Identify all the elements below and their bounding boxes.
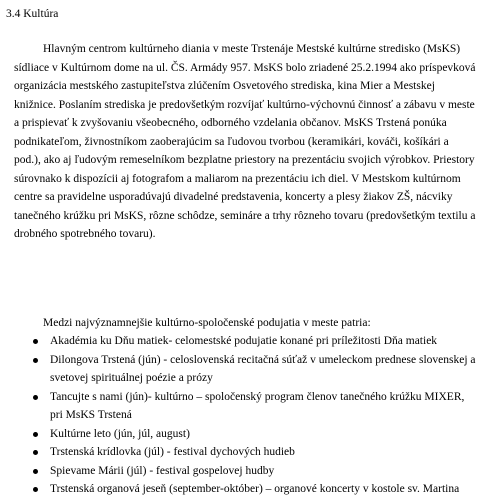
culture-paragraph	[14, 40, 476, 244]
list-item	[0, 480, 476, 499]
list-item-text: Spievame Márii (júl) - festival gospelovej hudby	[50, 464, 275, 477]
list-item	[0, 443, 476, 462]
list-item	[0, 425, 476, 444]
bullet-icon	[33, 339, 38, 344]
events-intro-paragraph	[14, 314, 476, 333]
culture-paragraph-text: Hlavným centrom kultúrneho diania v meste Trstenáje Mestské kultúrne stredisko (MsKS) sídliace v Kultúrnom dome na ul. ČS. Armády 957. MsKS bolo zriadené 25.2.1994 ako príspevková organizácia mestského zastupiteľstva zlúčením Osvetového strediska, kina Mier a Mestskej knižnice. Poslaním strediska je predovšetkým rozvíjať kultúrno-výchovnú činnosť a zábavu v meste a prispievať k zvyšovaniu všeobecného, odborného vzdelania občanov. MsKS Trstená ponúka podnikateľom, živnostníkom zaoberajúcim sa ľudovou tvorbou (keramikári, kováči, košíkári a pod.), ako aj ľudovým remeselníkom bezplatne priestory na prezentáciu svojich výrobkov. Priestory súrovnako k dispozícii aj fotografom a maliarom na prezentáciu ich diel. V Mestskom kultúrnom centre sa pravidelne usporadúvajú divadelné predstavenia, koncerty a plesy žiakov ZŠ, nácviky tanečného krúžku pri MsKS, rôzne schôdze, semináre a trhy rôzneho tovaru (predovšetkým textilu a drobného spotrebného tovaru).	[14, 43, 476, 240]
list-item-text: Dilongova Trstená (jún) - celoslovenská recitačná súťaž v umeleckom prednese slovenskej a svetovej spirituálnej poézie a prózy	[50, 353, 476, 384]
list-item-text: Akadémia ku Dňu matiek- celomestské podujatie konané pri príležitosti Dňa matiek	[50, 335, 438, 347]
bullet-icon	[33, 358, 38, 363]
list-item	[0, 351, 476, 388]
events-intro-text: Medzi najvýznamnejšie kultúrno-spoločenské podujatia v meste patria:	[43, 317, 371, 329]
section-heading: 3.4 Kultúra	[6, 8, 59, 20]
list-item-text: Kultúrne leto (jún, júl, august)	[50, 427, 190, 440]
bullet-icon	[33, 450, 38, 455]
bullet-icon	[33, 395, 38, 400]
bullet-icon	[33, 432, 38, 437]
list-item	[0, 462, 476, 481]
events-list	[0, 332, 480, 499]
list-item-text: Trstenská organová jeseň (september-október) – organové koncerty v kostole sv. Martina	[50, 483, 460, 495]
list-item	[0, 388, 476, 425]
bullet-icon	[33, 469, 38, 474]
list-item-text: Trstenská krídlovka (júl) - festival dychových hudieb	[50, 446, 295, 458]
bullet-icon	[33, 487, 38, 492]
list-item	[0, 332, 476, 351]
list-item-text: Tancujte s nami (jún)- kultúrno – spoločenský program členov tanečného krúžku MIXER, pri MsKS Trstená	[50, 390, 465, 421]
